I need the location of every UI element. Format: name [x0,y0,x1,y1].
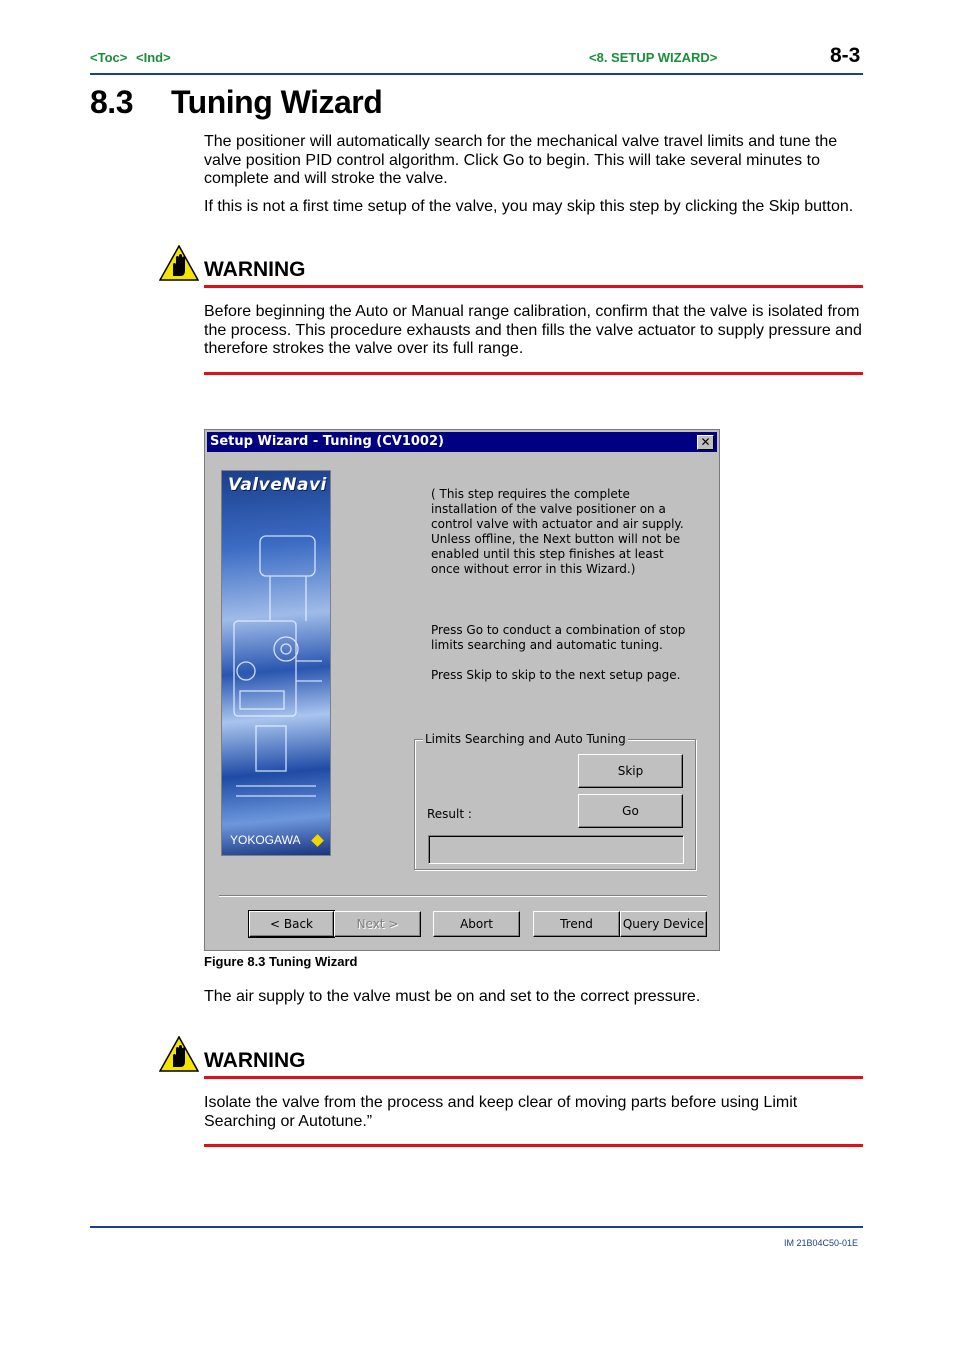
warning-hand-icon [159,245,199,281]
dialog-skip-text: Press Skip to skip to the next setup page. [431,668,681,682]
dialog-separator [219,895,707,897]
page-number: 8-3 [830,44,861,67]
result-label: Result : [427,807,472,821]
figure-caption: Figure 8.3 Tuning Wizard [204,954,358,969]
footer-rule [90,1226,863,1228]
section-number: 8.3 [90,84,133,120]
groupbox-label: Limits Searching and Auto Tuning [425,732,626,746]
warning-text-1: Before beginning the Auto or Manual range calibration, confirm that the valve is isolated from the process. This procedure exhausts and then fills the valve actuator to supply pressure and therefore strokes the valve over its full range. [204,303,862,357]
valvenavi-banner [221,470,331,856]
dialog-title: Setup Wizard - Tuning (CV1002) [210,434,444,449]
query-device-button[interactable]: Query Device [620,911,707,937]
next-button[interactable]: Next > [334,911,421,937]
warning-rule-bottom-1 [204,372,863,375]
dialog-titlebar[interactable] [207,432,717,452]
warning-hand-icon [159,1036,199,1072]
dialog-go-text: Press Go to conduct a combination of stop limits searching and automatic tuning. [431,623,686,652]
chapter-link[interactable]: <8. SETUP WIZARD> [589,50,718,65]
document-id: IM 21B04C50-01E [784,1238,859,1248]
skip-button[interactable]: Skip [578,754,683,788]
section-title: Tuning Wizard [171,84,383,120]
warning-rule-bottom-2 [204,1144,863,1147]
setup-wizard-dialog [204,429,720,951]
warning-title-2: WARNING [204,1049,306,1072]
index-link[interactable]: <Ind> [136,50,171,65]
warning-rule-top-1 [204,285,863,288]
banner-brand: ValveNavi [228,475,327,495]
intro-paragraph-2: If this is not a first time setup of the valve, you may skip this step by clicking the Skip button. [204,198,854,215]
go-button[interactable]: Go [578,794,683,828]
dialog-note-text: ( This step requires the complete installation of the valve positioner on a control valve with actuator and air supply. Unless offline, the Next button will not be enabled until this step finishes at least once without error in this Wizard.) [431,487,684,576]
back-button[interactable]: < Back [249,911,334,937]
abort-button[interactable]: Abort [433,911,520,937]
result-field [428,835,684,864]
warning-title-1: WARNING [204,258,306,281]
warning-text-2: Isolate the valve from the process and keep clear of moving parts before using Limit Searching or Autotune.” [204,1094,798,1130]
after-figure-paragraph: The air supply to the valve must be on and set to the correct pressure. [204,988,701,1005]
yokogawa-logo: YOKOGAWA [230,833,301,847]
warning-rule-top-2 [204,1076,863,1079]
toc-link[interactable]: <Toc> [90,50,128,65]
close-icon[interactable]: ✕ [697,435,714,450]
header-rule [90,73,863,75]
valve-illustration-icon [226,511,326,811]
intro-paragraph-1: The positioner will automatically search for the mechanical valve travel limits and tune the valve position PID control algorithm. Click Go to begin. This will take several minutes to complete and will stroke the valve. [204,133,838,187]
yokogawa-diamond-icon [311,834,324,847]
trend-button[interactable]: Trend [533,911,620,937]
